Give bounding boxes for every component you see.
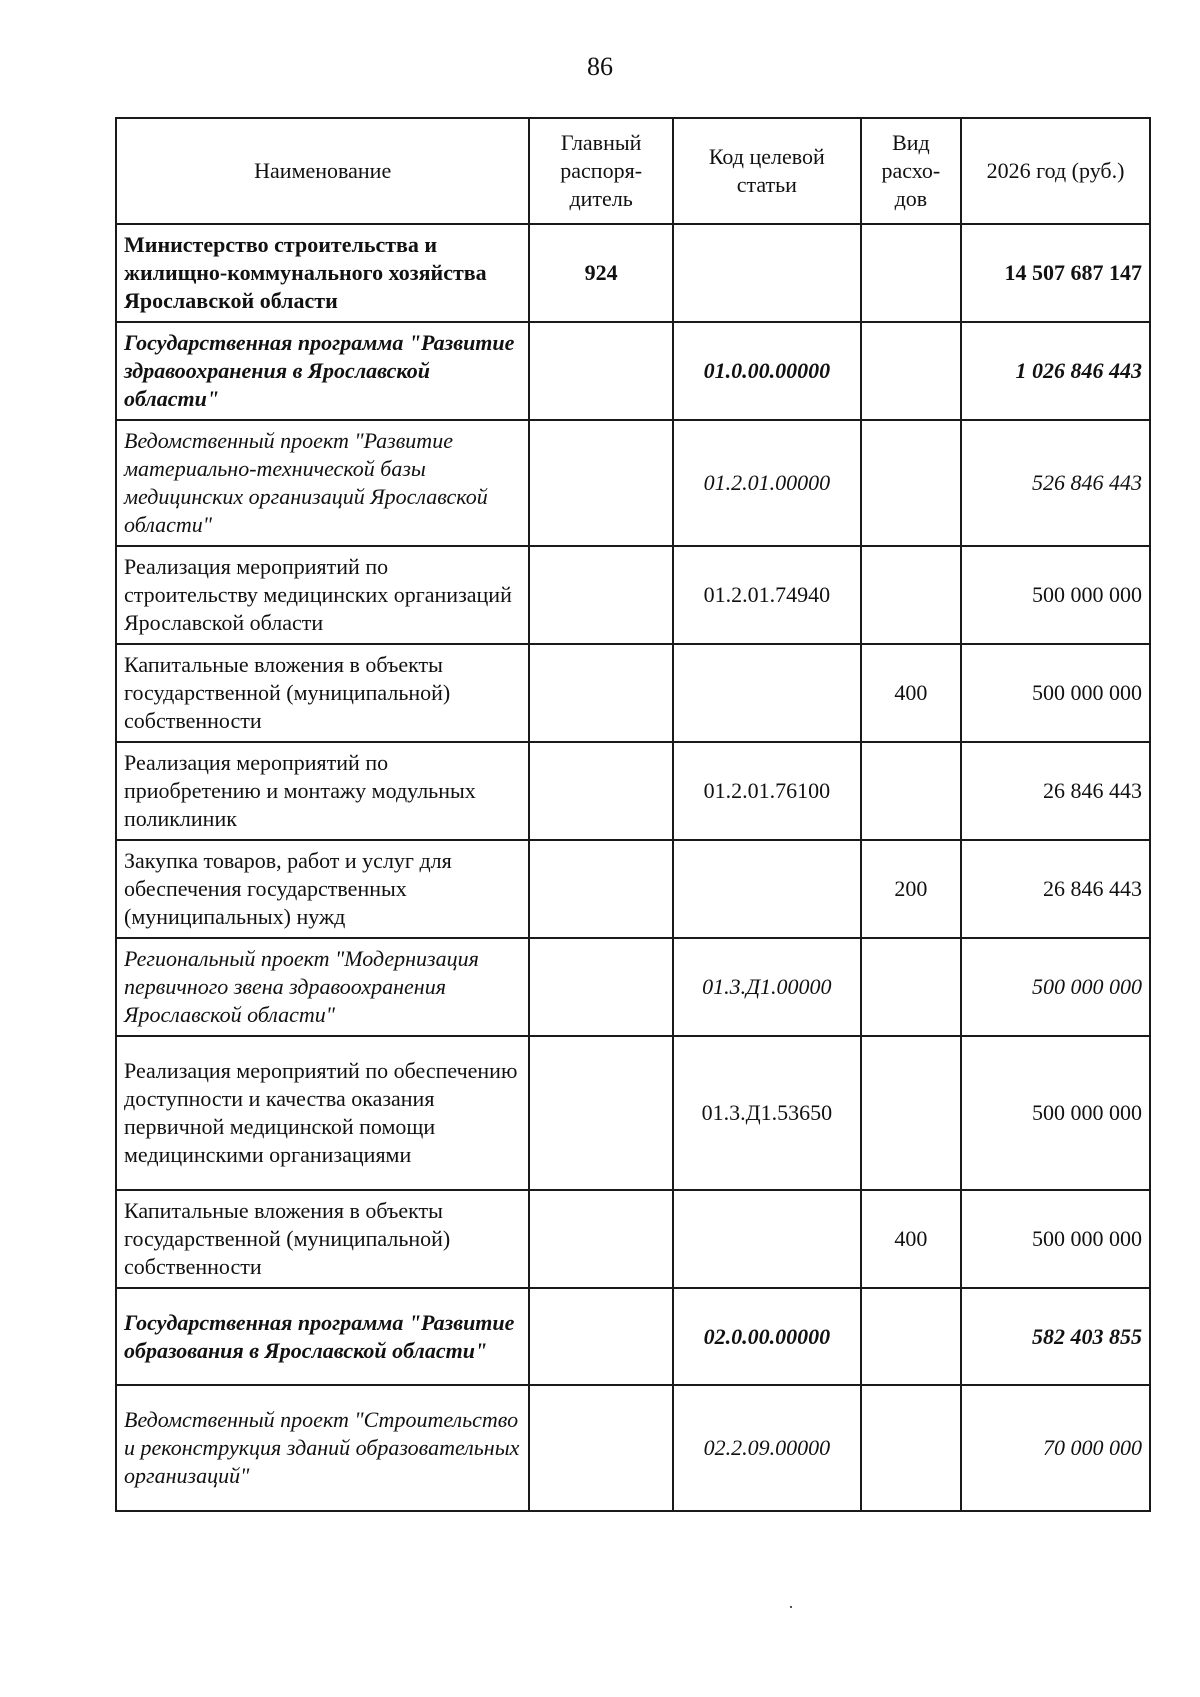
row-code: 02.2.09.00000: [673, 1385, 861, 1511]
table-row: [116, 644, 1150, 742]
table-row: [116, 1385, 1150, 1511]
row-code: 01.3.Д1.53650: [673, 1036, 861, 1190]
row-amount: 500 000 000: [961, 938, 1150, 1036]
row-type: [861, 1036, 961, 1190]
row-type: 400: [861, 1190, 961, 1288]
row-name: Министерство строительства и жилищно-коммунального хозяйства Ярославской области: [116, 224, 529, 322]
row-type: [861, 1385, 961, 1511]
row-type: [861, 1288, 961, 1385]
row-manager: [529, 644, 673, 742]
row-type: [861, 322, 961, 420]
budget-table: [115, 117, 1151, 1512]
row-amount: 500 000 000: [961, 1190, 1150, 1288]
row-name: Капитальные вложения в объекты государственной (муниципальной) собственности: [116, 1190, 529, 1288]
row-manager: [529, 1036, 673, 1190]
row-code: 01.2.01.00000: [673, 420, 861, 546]
table-row: [116, 1288, 1150, 1385]
table-row: [116, 322, 1150, 420]
row-type: 400: [861, 644, 961, 742]
row-manager: [529, 546, 673, 644]
row-amount: 500 000 000: [961, 1036, 1150, 1190]
row-manager: [529, 420, 673, 546]
table-row: [116, 1190, 1150, 1288]
table-row: [116, 546, 1150, 644]
header-main-manager: Главный распоря-дитель: [529, 118, 673, 224]
row-amount: 582 403 855: [961, 1288, 1150, 1385]
row-name: Ведомственный проект "Развитие материально-технической базы медицинских организаций Ярославской области": [116, 420, 529, 546]
row-type: [861, 420, 961, 546]
table-row: [116, 224, 1150, 322]
header-target-code: Код целевой статьи: [673, 118, 861, 224]
row-amount: 14 507 687 147: [961, 224, 1150, 322]
row-name: Капитальные вложения в объекты государственной (муниципальной) собственности: [116, 644, 529, 742]
row-manager: 924: [529, 224, 673, 322]
row-type: [861, 546, 961, 644]
row-manager: [529, 1190, 673, 1288]
row-code: 01.2.01.76100: [673, 742, 861, 840]
row-code: 01.2.01.74940: [673, 546, 861, 644]
row-code: [673, 1190, 861, 1288]
row-type: [861, 742, 961, 840]
row-code: 02.0.00.00000: [673, 1288, 861, 1385]
table-row: [116, 420, 1150, 546]
row-name: Региональный проект "Модернизация первичного звена здравоохранения Ярославской области": [116, 938, 529, 1036]
row-name: Государственная программа "Развитие здравоохранения в Ярославской области": [116, 322, 529, 420]
row-amount: 70 000 000: [961, 1385, 1150, 1511]
row-amount: 26 846 443: [961, 742, 1150, 840]
row-amount: 526 846 443: [961, 420, 1150, 546]
row-name: Реализация мероприятий по обеспечению доступности и качества оказания первичной медицинской помощи медицинскими организациями: [116, 1036, 529, 1190]
row-amount: 500 000 000: [961, 644, 1150, 742]
row-type: 200: [861, 840, 961, 938]
row-code: 01.0.00.00000: [673, 322, 861, 420]
row-name: Государственная программа "Развитие образования в Ярославской области": [116, 1288, 529, 1385]
row-manager: [529, 1385, 673, 1511]
row-name: Реализация мероприятий по приобретению и монтажу модульных поликлиник: [116, 742, 529, 840]
row-name: Закупка товаров, работ и услуг для обеспечения государственных (муниципальных) нужд: [116, 840, 529, 938]
row-code: [673, 644, 861, 742]
row-manager: [529, 938, 673, 1036]
row-manager: [529, 840, 673, 938]
row-code: [673, 224, 861, 322]
header-year-2026: 2026 год (руб.): [961, 118, 1150, 224]
row-manager: [529, 322, 673, 420]
table-row: [116, 840, 1150, 938]
header-expense-type: Вид расхо-дов: [861, 118, 961, 224]
row-type: [861, 938, 961, 1036]
page-number: 86: [587, 52, 613, 81]
header-name: Наименование: [116, 118, 529, 224]
row-name: Ведомственный проект "Строительство и реконструкция зданий образовательных организаций": [116, 1385, 529, 1511]
table-row: [116, 938, 1150, 1036]
table-header-row: [116, 118, 1150, 224]
row-type: [861, 224, 961, 322]
scan-speck: [790, 1606, 792, 1608]
row-manager: [529, 742, 673, 840]
row-amount: 1 026 846 443: [961, 322, 1150, 420]
row-code: [673, 840, 861, 938]
row-code: 01.3.Д1.00000: [673, 938, 861, 1036]
row-manager: [529, 1288, 673, 1385]
row-name: Реализация мероприятий по строительству медицинских организаций Ярославской области: [116, 546, 529, 644]
table-row: [116, 742, 1150, 840]
row-amount: 500 000 000: [961, 546, 1150, 644]
row-amount: 26 846 443: [961, 840, 1150, 938]
table-row: [116, 1036, 1150, 1190]
